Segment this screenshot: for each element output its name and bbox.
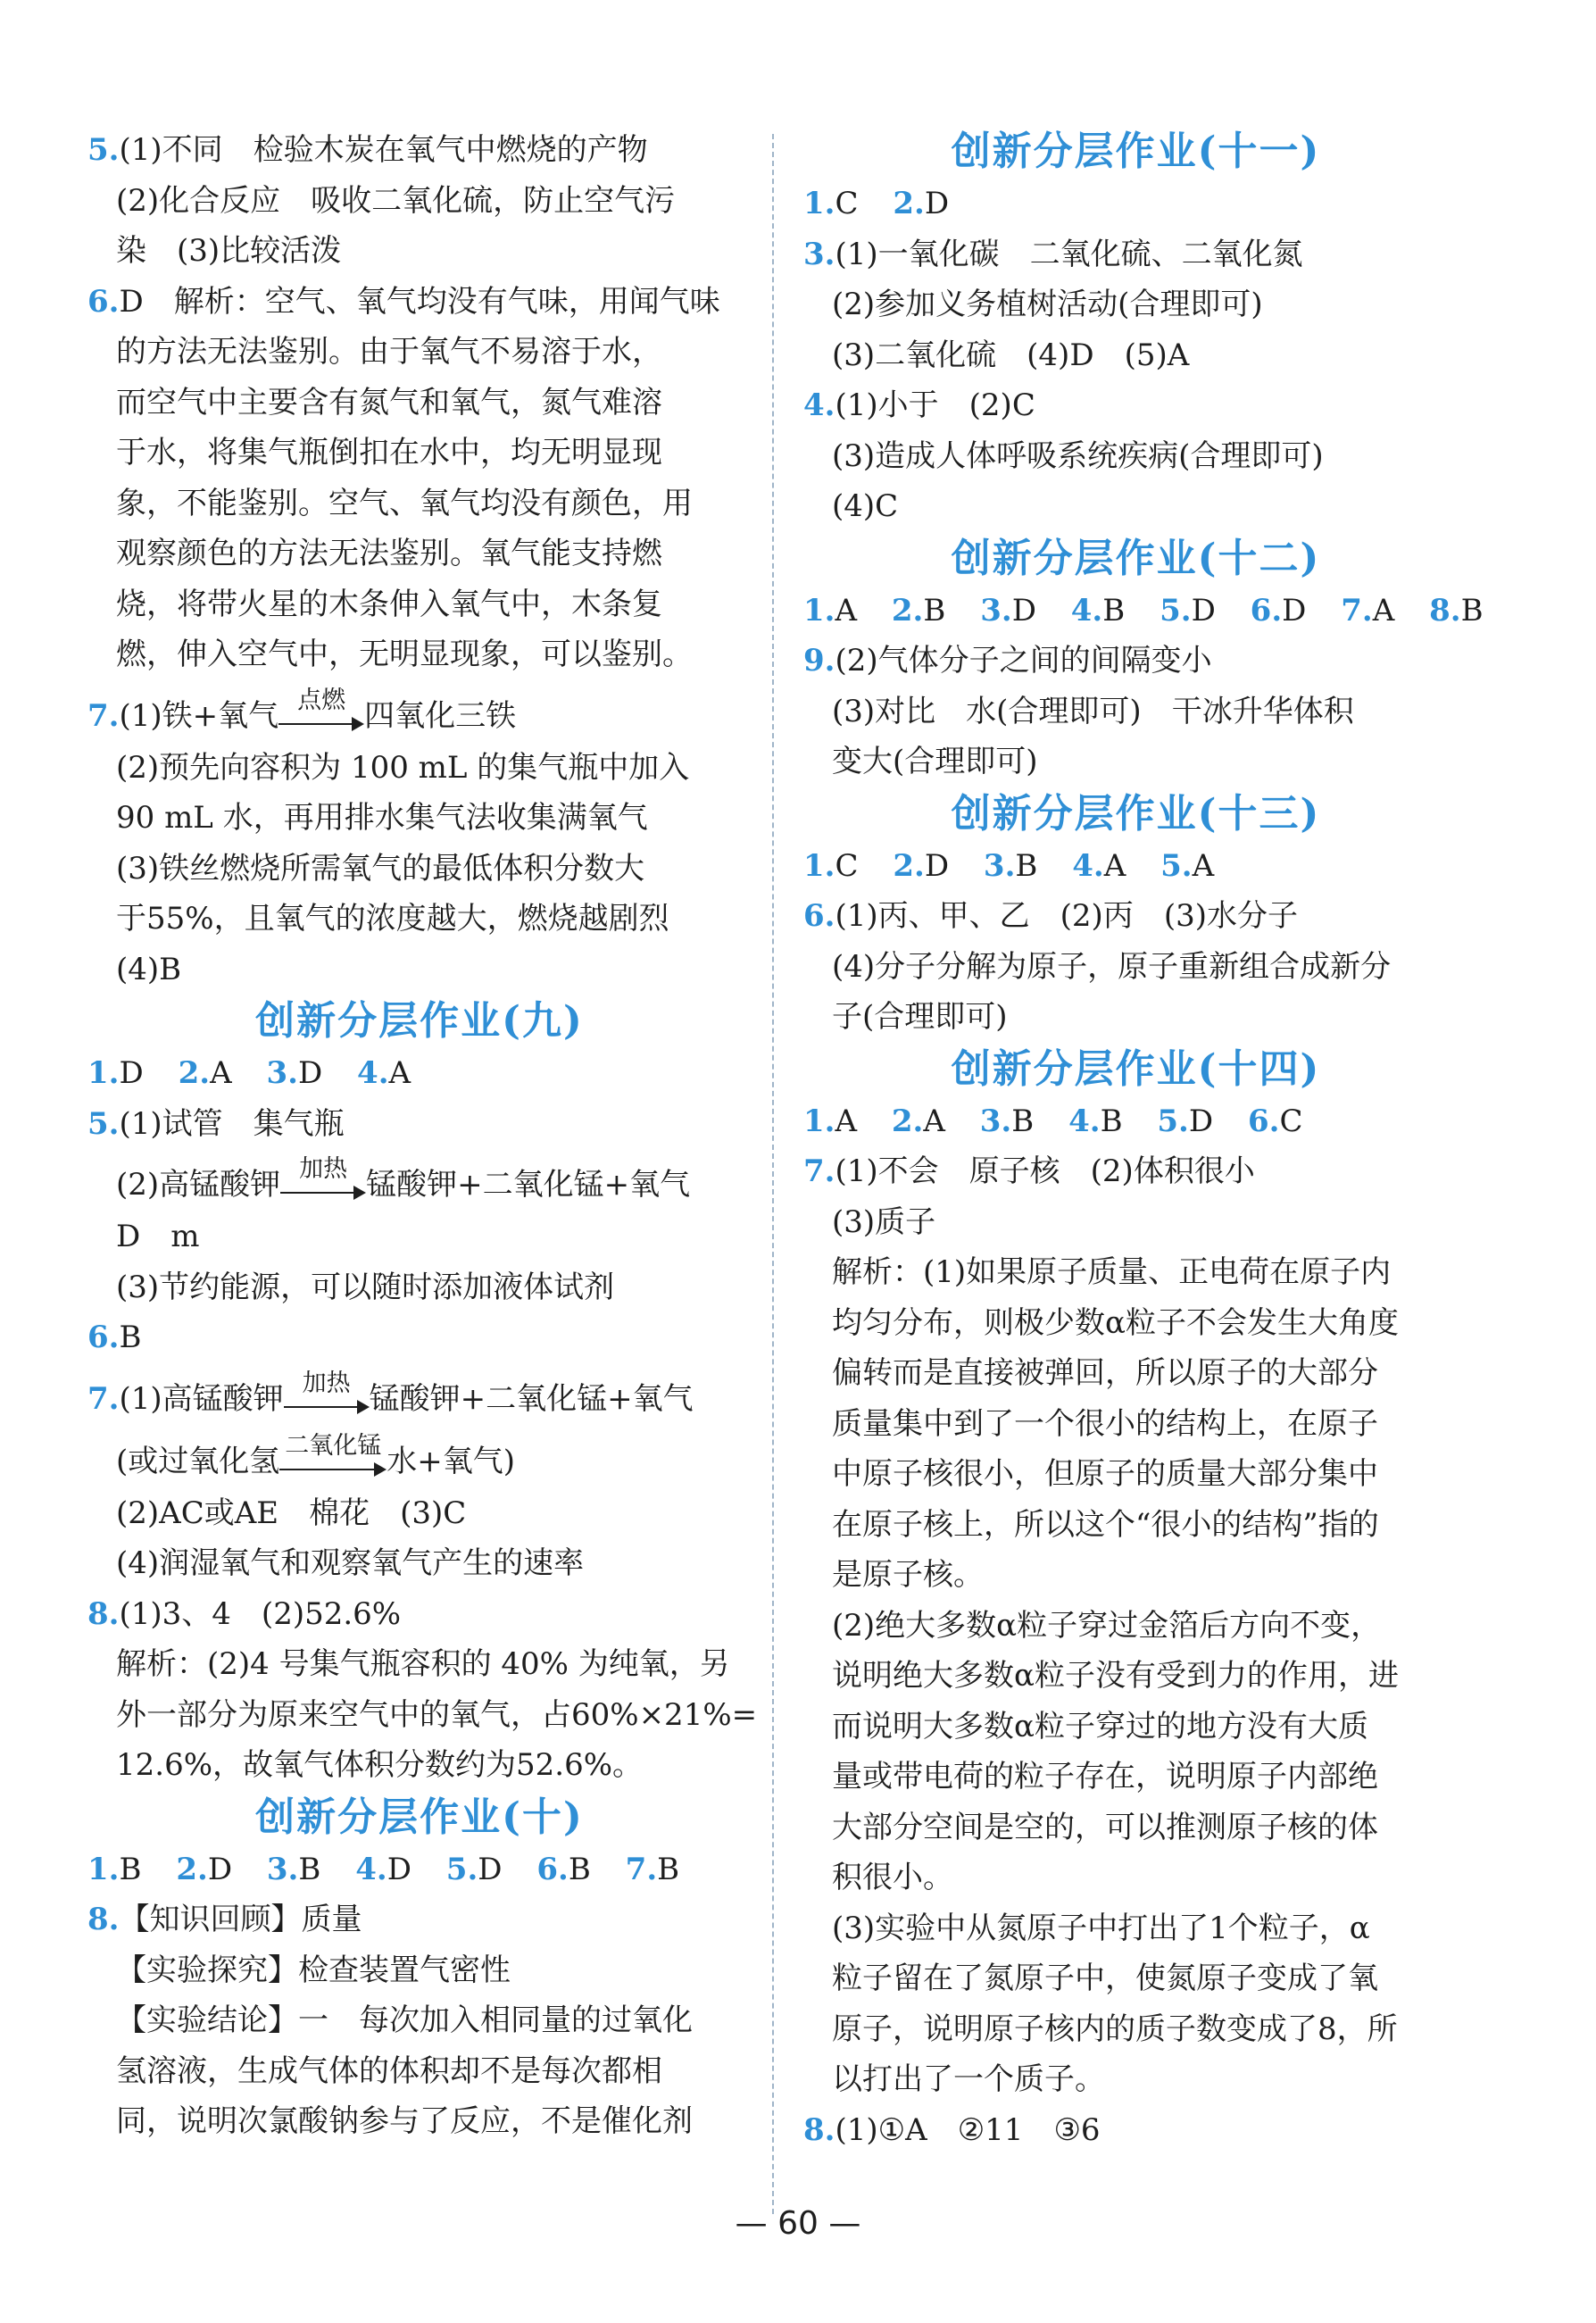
reaction-arrow	[279, 1431, 387, 1488]
answer-line	[87, 378, 752, 429]
answer-line	[87, 277, 752, 328]
answer-line	[87, 1488, 752, 1539]
answer-line	[87, 428, 752, 479]
reactant-text: (2)高锰酸钾	[116, 1167, 281, 1203]
product-text: 水+氧气)	[387, 1443, 516, 1479]
question-number: 6.	[87, 283, 120, 320]
equation-line	[87, 1363, 752, 1426]
answer-line	[87, 579, 752, 630]
answer-text: 观察颜色的方法无法鉴别。氧气能支持燃	[116, 536, 662, 571]
question-number: 7.	[1341, 592, 1373, 629]
answer-text: (4)润湿氧气和观察氧气产生的速率	[116, 1545, 585, 1581]
mc-answer: A	[835, 1103, 858, 1139]
answer-line	[87, 1538, 752, 1589]
answer-text: 【实验探究】检查装置气密性	[116, 1952, 511, 1988]
arrow-line	[279, 1469, 378, 1470]
question-number: 4.	[357, 1055, 389, 1091]
question-number: 4.	[355, 1851, 387, 1887]
question-number: 6.	[1250, 592, 1283, 629]
column-divider	[772, 134, 774, 2214]
question-number: 2.	[176, 1851, 208, 1887]
section-title: 创新分层作业(十)	[255, 1794, 584, 1840]
answer-line	[803, 687, 1468, 737]
answer-text: (3)节约能源，可以随时添加液体试剂	[116, 1269, 615, 1305]
answer-line	[87, 1211, 752, 1262]
reactant-text: (1)铁+氧气	[119, 697, 279, 734]
arrow-head-icon	[357, 1400, 370, 1414]
question-number: 1.	[87, 1851, 120, 1887]
answer-text: (3)实验中从氮原子中打出了1个粒子，α	[832, 1910, 1370, 1946]
answer-text: (3)铁丝燃烧所需氧气的最低体积分数大	[116, 850, 645, 887]
answer-text: 而说明大多数α粒子穿过的地方没有大质	[832, 1708, 1368, 1744]
question-number: 4.	[803, 387, 835, 423]
question-number: 5.	[445, 1851, 478, 1887]
question-number: 1.	[803, 592, 835, 629]
answer-line	[803, 481, 1468, 532]
answer-text: (1)丙、甲、乙 (2)丙 (3)水分子	[835, 898, 1298, 934]
answer-line	[87, 743, 752, 794]
answer-text: D 解析：空气、氧气均没有气味，用闻气味	[119, 283, 720, 320]
answer-text: (3)对比 水(合理即可) 干冰升华体积	[832, 693, 1354, 729]
answer-text: (4)分子分解为原子，原子重新组合成新分	[832, 948, 1392, 985]
answer-line	[803, 1197, 1468, 1248]
mc-answer: B	[1460, 592, 1484, 629]
answer-line	[803, 2054, 1468, 2105]
question-number: 4.	[1070, 592, 1103, 629]
mc-answer: D	[297, 1055, 323, 1091]
arrow-line	[280, 1192, 357, 1194]
answer-text: 大部分空间是空的，可以推测原子核的体	[832, 1809, 1378, 1845]
answer-line	[803, 891, 1468, 942]
answer-line	[87, 629, 752, 680]
answer-text: 【实验结论】一 每次加入相同量的过氧化	[116, 2002, 693, 2038]
mc-answers-row	[803, 179, 1468, 229]
right-column	[803, 125, 1484, 2155]
equation-line	[87, 1149, 752, 1211]
answer-text: (3)二氧化硫 (4)D (5)A	[832, 337, 1190, 373]
reactant-text: (1)高锰酸钾	[119, 1380, 284, 1417]
question-number: 3.	[983, 847, 1016, 884]
answer-line	[87, 1312, 752, 1363]
answer-text: (2)化合反应 吸收二氧化硫，防止空气污	[116, 182, 676, 219]
mc-answers-row	[87, 1048, 752, 1099]
answer-line	[87, 1639, 752, 1690]
answer-line	[803, 992, 1468, 1043]
answer-line	[803, 1247, 1468, 1298]
answer-line	[803, 1550, 1468, 1601]
mc-answer: B	[568, 1851, 591, 1887]
answer-text: 原子，说明原子核内的质子数变成了8，所	[832, 2011, 1398, 2047]
answer-line	[87, 2046, 752, 2097]
answer-line	[803, 1702, 1468, 1753]
question-number: 1.	[803, 1103, 835, 1139]
answer-text: (1)不会 原子核 (2)体积很小	[835, 1153, 1255, 1189]
question-number: 5.	[1160, 592, 1192, 629]
answer-line	[803, 279, 1468, 330]
answer-line	[803, 1953, 1468, 2004]
answer-text: 粒子留在了氮原子中，使氮原子变成了氧	[832, 1961, 1378, 1996]
section-title: 创新分层作业(十四)	[951, 1045, 1321, 1092]
question-number: 5.	[87, 132, 120, 168]
reaction-condition: 加热	[299, 1155, 348, 1183]
question-number: 4.	[1068, 1103, 1101, 1139]
mc-answer: B	[657, 1851, 680, 1887]
answer-line	[87, 1995, 752, 2046]
question-number: 4.	[1072, 847, 1104, 884]
reaction-condition: 二氧化锰	[285, 1431, 382, 1460]
question-number: 7.	[87, 1380, 120, 1417]
answer-text: 质量集中到了一个很小的结构上，在原子	[832, 1405, 1378, 1442]
left-column	[87, 125, 758, 2147]
answer-line	[87, 529, 752, 579]
question-number: 6.	[803, 898, 835, 934]
answer-text: (1)①A ②11 ③6	[835, 2111, 1101, 2148]
section-title: 创新分层作业(十一)	[951, 129, 1321, 174]
answer-line	[87, 1894, 752, 1945]
answer-text: (2)AC或AE 棉花 (3)C	[116, 1495, 467, 1531]
answer-line	[803, 1449, 1468, 1500]
answer-line	[803, 942, 1468, 993]
answer-text: 中原子核很小，但原子的质量大部分集中	[832, 1456, 1378, 1492]
mc-answer: D	[1282, 592, 1307, 629]
answer-line	[87, 1589, 752, 1640]
answer-text: 解析：(2)4 号集气瓶容积的 40% 为纯氧，另	[116, 1646, 730, 1682]
answer-line	[87, 945, 752, 995]
question-number: 9.	[803, 643, 835, 679]
equation-line	[87, 1426, 752, 1488]
answer-line	[87, 2096, 752, 2147]
answer-line	[803, 1601, 1468, 1652]
answer-text: 氢溶液，生成气体的体积却不是每次都相	[116, 2052, 662, 2089]
answer-line	[803, 1853, 1468, 1903]
answer-line	[87, 125, 752, 176]
mc-answer: D	[924, 847, 950, 884]
reaction-arrow	[278, 686, 364, 743]
question-number: 8.	[87, 1595, 120, 1632]
mc-answers-row	[803, 1096, 1468, 1147]
answer-line	[87, 1690, 758, 1741]
question-number: 8.	[87, 1902, 120, 1937]
answer-text: 以打出了一个质子。	[832, 2061, 1105, 2097]
answer-line	[803, 1903, 1468, 1954]
question-number: 1.	[803, 847, 835, 884]
mc-answer: A	[1103, 847, 1126, 884]
answer-text: B	[119, 1320, 142, 1355]
answer-text: 而空气中主要含有氮气和氧气，氮气难溶	[116, 384, 662, 420]
question-number: 1.	[803, 186, 835, 221]
answer-line	[803, 737, 1468, 787]
arrow-line	[284, 1406, 361, 1408]
answer-line	[803, 431, 1468, 482]
answer-line	[803, 1399, 1468, 1450]
reaction-condition: 点燃	[297, 686, 346, 714]
product-text: 四氧化三铁	[364, 697, 517, 734]
question-number: 7.	[803, 1153, 835, 1189]
answer-text: D m	[116, 1219, 200, 1254]
product-text: 锰酸钾+二氧化锰+氧气	[366, 1167, 691, 1203]
answer-line	[803, 2105, 1468, 2156]
question-number: 1.	[87, 1055, 120, 1091]
mc-answers-row	[87, 1844, 752, 1895]
mc-answer: C	[835, 186, 859, 221]
mc-answer: C	[1279, 1103, 1303, 1139]
section-title: 创新分层作业(九)	[255, 998, 584, 1044]
answer-line	[87, 327, 752, 378]
answer-text: (1)试管 集气瓶	[119, 1105, 345, 1142]
mc-answer: D	[924, 186, 950, 221]
question-number: 3.	[266, 1851, 299, 1887]
reactant-text: (或过氧化氢	[116, 1443, 280, 1479]
mc-answer: D	[1188, 1103, 1214, 1139]
question-number: 2.	[891, 1103, 924, 1139]
answer-line	[803, 1348, 1468, 1399]
mc-answer: B	[298, 1851, 321, 1887]
mc-answer: D	[207, 1851, 233, 1887]
answer-text: 子(合理即可)	[832, 999, 1008, 1035]
question-number: 8.	[1429, 592, 1461, 629]
answer-text: (4)B	[116, 951, 182, 987]
answer-text: (4)C	[832, 488, 899, 524]
answer-text: (2)参加义务植树活动(合理即可)	[832, 287, 1263, 322]
reaction-arrow	[284, 1369, 370, 1426]
answer-text: (2)预先向容积为 100 mL 的集气瓶中加入	[116, 749, 690, 786]
answer-text: 是原子核。	[832, 1557, 984, 1593]
answer-line	[803, 1752, 1468, 1803]
mc-answer: A	[1192, 847, 1215, 884]
question-number: 3.	[266, 1055, 298, 1091]
question-number: 2.	[178, 1055, 211, 1091]
mc-answer: B	[1100, 1103, 1123, 1139]
answer-line	[803, 1500, 1468, 1551]
answer-text: (2)绝大多数α粒子穿过金箔后方向不变，	[832, 1607, 1382, 1644]
mc-answer: C	[835, 847, 859, 884]
reaction-condition: 加热	[302, 1369, 351, 1397]
question-number: 5.	[87, 1105, 120, 1142]
answer-text: 说明绝大多数α粒子没有受到力的作用，进	[832, 1658, 1399, 1694]
question-number: 5.	[1157, 1103, 1189, 1139]
equation-line	[87, 680, 752, 743]
answer-line	[87, 479, 752, 529]
mc-answer: D	[1011, 592, 1036, 629]
answer-text: 90 mL 水，再用排水集气法收集满氧气	[116, 800, 648, 836]
answer-text: 燃，伸入空气中，无明显现象，可以鉴别。	[116, 637, 693, 672]
answer-line	[803, 1651, 1468, 1702]
question-number: 6.	[536, 1851, 569, 1887]
mc-answer: B	[1015, 847, 1038, 884]
answer-line	[87, 894, 752, 945]
section-title: 创新分层作业(十三)	[951, 790, 1321, 837]
answer-line	[87, 1099, 752, 1150]
answer-text: 均匀分布，则极少数α粒子不会发生大角度	[832, 1304, 1399, 1341]
answer-text: 解析：(1)如果原子质量、正电荷在原子内	[832, 1254, 1392, 1290]
answer-line	[87, 1740, 752, 1791]
answer-line	[87, 1262, 752, 1313]
answer-text: 同，说明次氯酸钠参与了反应，不是催化剂	[116, 2103, 693, 2139]
question-number: 3.	[979, 1103, 1012, 1139]
question-number: 2.	[893, 847, 925, 884]
answer-text: (3)造成人体呼吸系统疾病(合理即可)	[832, 437, 1324, 474]
answer-text: 于水，将集气瓶倒扣在水中，均无明显现	[116, 435, 662, 470]
answer-text: (1)小于 (2)C	[835, 387, 1035, 423]
answer-text: 象，不能鉴别。空气、氧气均没有颜色，用	[116, 485, 693, 521]
answer-line	[803, 330, 1468, 381]
question-number: 3.	[980, 592, 1012, 629]
mc-answer: D	[478, 1851, 503, 1887]
answer-line	[87, 793, 752, 844]
arrow-head-icon	[353, 1186, 366, 1200]
answer-text: (1)3、4 (2)52.6%	[119, 1595, 402, 1632]
mc-answers-row	[803, 586, 1484, 637]
mc-answer: D	[1191, 592, 1216, 629]
answer-text: 12.6%，故氧气体积分数约为52.6%。	[116, 1747, 644, 1783]
question-number: 2.	[891, 592, 924, 629]
mc-answer: B	[1102, 592, 1126, 629]
answer-line	[803, 1146, 1468, 1197]
question-number: 8.	[803, 2111, 835, 2148]
mc-answer: D	[387, 1851, 411, 1887]
answer-line	[87, 176, 752, 227]
mc-answer: A	[210, 1055, 232, 1091]
question-number: 2.	[893, 186, 925, 221]
answer-text: 偏转而是直接被弹回，所以原子的大部分	[832, 1355, 1378, 1391]
question-number: 5.	[1160, 847, 1193, 884]
reaction-arrow	[280, 1155, 366, 1211]
answer-line	[803, 1298, 1468, 1349]
arrow-line	[278, 723, 355, 725]
answer-text: (3)质子	[832, 1203, 936, 1240]
mc-answer: A	[835, 592, 858, 629]
answer-text: 烧，将带火星的木条伸入氧气中，木条复	[116, 586, 662, 622]
arrow-head-icon	[352, 717, 364, 731]
answer-text: 的方法无法鉴别。由于氧气不易溶于水，	[116, 334, 662, 370]
answer-text: (2)气体分子之间的间隔变小	[835, 643, 1212, 679]
mc-answers-row	[803, 841, 1468, 892]
mc-answer: B	[119, 1851, 142, 1887]
answer-text: 量或带电荷的粒子存在，说明原子内部绝	[832, 1759, 1378, 1794]
question-number: 7.	[625, 1851, 658, 1887]
mc-answer: A	[388, 1055, 411, 1091]
mc-answer: A	[923, 1103, 945, 1139]
answer-text: 染 (3)比较活泼	[116, 233, 342, 269]
answer-text: 在原子核上，所以这个“很小的结构”指的	[832, 1506, 1379, 1543]
question-number: 6.	[1247, 1103, 1280, 1139]
mc-answer: A	[1372, 592, 1395, 629]
answer-text: 【知识回顾】质量	[119, 1902, 362, 1937]
answer-line	[87, 226, 752, 277]
mc-answer: B	[1011, 1103, 1035, 1139]
answer-text: 积很小。	[832, 1860, 953, 1895]
answer-text: (1)不同 检验木炭在氧气中燃烧的产物	[119, 132, 648, 168]
answer-text: 变大(合理即可)	[832, 744, 1038, 779]
answer-line	[87, 844, 752, 895]
answer-line	[803, 2004, 1468, 2055]
arrow-head-icon	[374, 1462, 387, 1477]
question-number: 7.	[87, 697, 120, 734]
mc-answer: D	[119, 1055, 144, 1091]
answer-text: (1)一氧化碳 二氧化硫、二氧化氮	[835, 236, 1303, 272]
answer-text: 于55%，且氧气的浓度越大，燃烧越剧烈	[116, 901, 669, 937]
section-title: 创新分层作业(十二)	[951, 535, 1321, 581]
answer-line	[803, 229, 1468, 280]
answer-text: 外一部分为原来空气中的氧气，占60%×21%=	[116, 1696, 758, 1733]
question-number: 6.	[87, 1320, 120, 1355]
question-number: 3.	[803, 236, 835, 272]
mc-answer: B	[923, 592, 946, 629]
answer-line	[803, 636, 1468, 687]
answer-line	[803, 380, 1468, 431]
answer-line	[803, 1803, 1468, 1853]
answer-line	[87, 1945, 752, 1996]
product-text: 锰酸钾+二氧化锰+氧气	[369, 1380, 694, 1417]
page-number: — 60 —	[735, 2205, 861, 2242]
